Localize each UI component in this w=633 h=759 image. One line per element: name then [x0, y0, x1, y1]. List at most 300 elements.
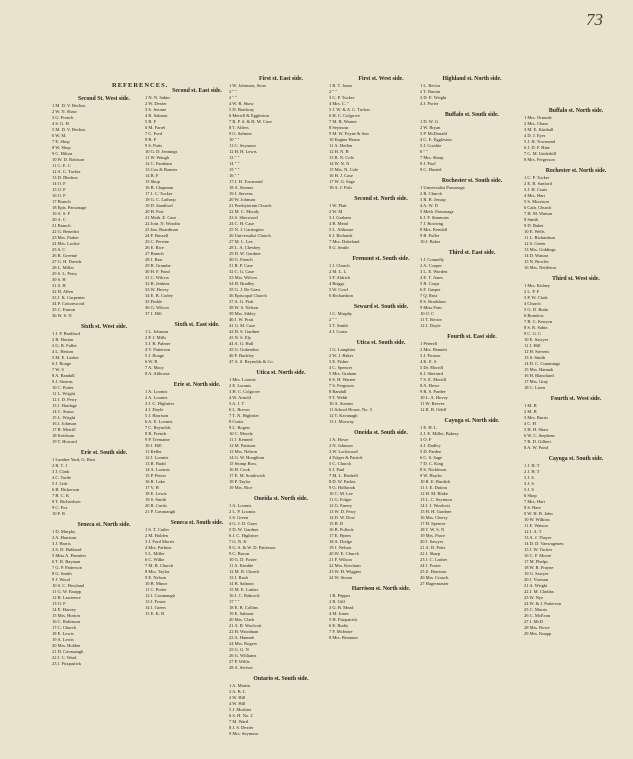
street-section — [329, 304, 433, 335]
reference-entry: 2 " " — [229, 89, 238, 94]
reference-entry: 5 J. H. Townsend — [524, 139, 556, 144]
reference-entry: 22 M. C. Moody — [229, 209, 260, 214]
reference-entry: 6 L. Brown — [229, 407, 250, 412]
reference-entry: 2 R. Church — [420, 191, 442, 196]
reference-entry: 10 G. D. Jennings — [145, 149, 178, 154]
reference-entry: 11 A. Hoffen — [329, 143, 353, 148]
reference-entry: 23 Mrs. Parker — [52, 235, 79, 240]
reference-entry: 16 " " — [229, 173, 240, 178]
reference-entry: 14 J. J. Woolcott — [420, 503, 450, 508]
reference-entry: 8 T. Alders — [229, 125, 249, 130]
reference-entry: 7 Mrs. Dokeland — [329, 239, 360, 244]
reference-entry: 1 Mrs. Ormode — [524, 115, 552, 120]
reference-entry: 9 D. Baker — [524, 223, 544, 228]
reference-entry: 15 J. W. Tucker — [524, 547, 553, 552]
reference-entry: 8 G. Smith — [52, 571, 72, 576]
street-column — [524, 108, 628, 642]
reference-entry: 4 M. Jones — [329, 611, 349, 616]
reference-entry: 13 D. Bledsoe — [52, 175, 78, 180]
reference-entry: 4 J. Curtis — [329, 329, 348, 334]
reference-entry: 8 A. Randall — [52, 373, 75, 378]
reference-entry: 3 O. F — [420, 437, 432, 442]
reference-entry: 2 J. H. T — [524, 469, 540, 474]
reference-entry: 8 S. Hare — [524, 505, 541, 510]
reference-entry: 10 B. Minor — [145, 581, 168, 586]
reference-entry: 21 Presbyterian Church — [229, 203, 272, 208]
reference-entry: 10 S. C. Howland — [52, 583, 85, 588]
reference-entry: 2 A. B. L — [229, 689, 246, 694]
reference-entry: 14 D. D. Vanwagenen — [524, 541, 564, 546]
reference-entry: 5 S. Morrison — [524, 199, 549, 204]
reference-entry: 5 Dr. Morrill — [420, 365, 444, 370]
reference-entry: 6 Shop — [524, 493, 537, 498]
reference-entry: 6 J. C. Highriter — [229, 533, 259, 538]
reference-entry: 6 A. E. Loomis — [145, 419, 173, 424]
reference-entry: 11 G. W. Knapp — [52, 589, 81, 594]
reference-entry: 2 Mrs. Bennett — [420, 347, 447, 352]
reference-entry: 30 S. H — [52, 277, 66, 282]
reference-entry: 35 C. Easton — [52, 307, 76, 312]
reference-entry: 18 C. Lawn — [524, 385, 546, 390]
reference-entry: 11 C. Seymour — [229, 143, 256, 148]
reference-entry: 11 A. Kimble — [229, 563, 254, 568]
reference-entry: 20 H. Port — [145, 209, 164, 214]
reference-entry: 20 A. C — [52, 217, 66, 222]
reference-entry: 9 C. Bacon — [229, 551, 250, 556]
reference-entry: 11 J. Kenned — [229, 437, 253, 442]
reference-entry: 2 A. Harrison — [52, 535, 77, 540]
reference-entry: 36 Episcopal Church — [229, 293, 267, 298]
reference-entry: 8 Seymour — [329, 125, 349, 130]
reference-entry: 2 R. T. J — [52, 463, 67, 468]
reference-entry: 21 A. R. Woolcott — [229, 623, 262, 628]
reference-entry: 13 Mrs. Nelson — [229, 449, 257, 454]
reference-entry: 5 B. F — [145, 119, 157, 124]
reference-entry: 1 M. B — [524, 403, 537, 408]
reference-entry: 8 Mrs. Fergerson — [524, 157, 555, 162]
street-section-title: Highland st. North side. — [442, 76, 502, 82]
reference-entry: 4 Mrs. C. " — [329, 101, 349, 106]
reference-entry: 14 A. Loomis — [145, 467, 170, 472]
street-column — [229, 76, 333, 742]
reference-entry: 12 R. B. Odell — [420, 407, 447, 412]
reference-entry: 17 E. M. Southwick — [229, 473, 266, 478]
reference-entry: 31 R. P. Case — [229, 263, 253, 268]
street-column — [420, 76, 524, 592]
reference-entry: 4 S. D. Hubbard — [52, 547, 82, 552]
reference-entry: 8 Mrs. Briamon — [329, 635, 358, 640]
reference-entry: 28 Mrs. Rowe — [524, 625, 550, 630]
reference-entry: 16 J. Johnson — [52, 421, 77, 426]
reference-entry: 5 L. Althouse — [329, 227, 354, 232]
reference-entry: 20 W. Johnson — [229, 197, 256, 202]
reference-entry: 7 M. B. Church — [145, 563, 174, 568]
reference-entry: 2 L. P. Loomis — [229, 509, 256, 514]
reference-entry: 5 J. Lish — [52, 481, 68, 486]
reference-entry: 42 H. S. Gardner — [229, 329, 260, 334]
reference-entry: 6 " " — [420, 149, 429, 154]
reference-entry: 19 G. Sawyer — [524, 571, 549, 576]
reference-entry: 1 D. Murphy — [52, 529, 76, 534]
reference-entry: 12 S. Green — [524, 241, 546, 246]
reference-entry: 23 A. Hannah — [229, 635, 254, 640]
reference-entry: 19 A. Lewis — [52, 637, 74, 642]
reference-entry: 4 Mrs. Hart — [524, 193, 545, 198]
reference-entry: 11 W. Reeves — [420, 401, 445, 406]
reference-entry: 3 J. Prosser — [420, 353, 441, 358]
reference-entry: 18 E. Lewis — [145, 491, 167, 496]
street-section-title: Rochester st. North side. — [545, 168, 607, 174]
reference-entry: 30 H. F. Pond — [145, 269, 170, 274]
street-section-title: Second st. North side. — [354, 196, 408, 202]
reference-entry: 3 Mrs. Burris — [524, 415, 549, 420]
reference-entry: 15 L. Wright — [52, 415, 76, 420]
reference-entry: 33 W. Hovey — [145, 287, 169, 292]
reference-entry: 19 Mrs. Parce — [420, 533, 446, 538]
reference-entry: 3 G. B. Mead — [329, 605, 354, 610]
reference-entry: 12 M. Pattison — [229, 443, 256, 448]
reference-entry: 1 J. Connolly — [420, 257, 445, 262]
reference-entry: 10 C. Potter — [52, 385, 74, 390]
reference-entry: 22 H. Woodman — [229, 629, 259, 634]
reference-entry: 7 S. Ferguson — [329, 383, 354, 388]
reference-entry: 3 F. Aldrich — [329, 275, 351, 280]
reference-entry: 11 W. Waugh — [145, 155, 170, 160]
street-section-title: Fourth st. East side. — [447, 334, 497, 340]
reference-entry: 12 A. C. Tucker — [52, 169, 81, 174]
reference-entry: 7 H. M. Watson — [524, 211, 553, 216]
reference-entry: 13 A. J. Thayer — [524, 535, 552, 540]
street-section — [329, 256, 433, 299]
street-section — [329, 196, 433, 251]
reference-entry: 11 G. Folger — [329, 497, 352, 502]
reference-entry: 4 Church — [524, 301, 541, 306]
reference-entry: 29 D. W. Gardner — [229, 251, 261, 256]
reference-entry: 1 A. Howe — [329, 437, 349, 442]
reference-entry: 17 " " — [229, 599, 240, 604]
reference-entry: 15 M. E. Lasher — [229, 587, 259, 592]
reference-entry: 27 M. L. Lee — [229, 239, 253, 244]
reference-entry: 10 O. C — [420, 311, 435, 316]
page-number: 73 — [586, 10, 603, 29]
reference-entry: 9 G. Holbrook — [329, 485, 356, 490]
reference-entry: 24 Mrs. Locker — [52, 241, 80, 246]
reference-entry: 3 J. C. Highriter — [145, 401, 175, 406]
reference-entry: 6 S. H. Warner — [329, 377, 356, 382]
reference-entry: 1 J. H. T — [524, 463, 540, 468]
reference-entry: 3 J. Graham — [329, 215, 351, 220]
reference-entry: 1 A. Loomis — [229, 503, 252, 508]
reference-entry: 6 J. Sherrard — [420, 371, 443, 376]
street-section — [52, 450, 156, 517]
reference-entry: 25 N. J. Carrington — [229, 227, 264, 232]
reference-entry: 6 Merrill & Eggleston — [229, 113, 269, 118]
reference-entry: 17 J. C. Tucker — [145, 191, 173, 196]
reference-entry: 5 H. Fitzpatrick — [329, 617, 358, 622]
reference-entry: 25 C. Morris — [524, 607, 548, 612]
reference-entry: 11 School House, No. 3 — [329, 407, 372, 412]
reference-entry: 20 Mrs. Holden — [52, 643, 81, 648]
reference-entry: 1 N. N. Sabin — [145, 95, 170, 100]
reference-entry: 3 J. H. Coats — [524, 187, 548, 192]
reference-entry: 26 G. Williams — [229, 653, 257, 658]
street-section-title: First st. East side. — [259, 76, 303, 82]
reference-entry: 36 G. Wilcox — [145, 305, 170, 310]
reference-entry: 1 Mrs. Kidney — [524, 283, 551, 288]
street-section — [524, 396, 628, 451]
street-section — [329, 430, 433, 581]
reference-entry: 13 S. Smith — [524, 355, 546, 360]
reference-entry: 33 Mrs. Wilcox — [229, 275, 258, 280]
reference-entry: 6 C. Wilke — [145, 557, 165, 562]
reference-entry: 39 Mrs. Sibley — [229, 311, 256, 316]
reference-entry: 14 D. W. Dow — [329, 515, 355, 520]
reference-entry: 19 D. Sandford — [145, 203, 173, 208]
reference-entry: 10 C. M. Lee — [329, 491, 353, 496]
reference-entry: 20 J. Vroman — [524, 577, 549, 582]
reference-entry: 5 M. E. Lasher — [52, 355, 79, 360]
reference-entry: 13 O. F — [52, 601, 66, 606]
reference-entry: 26 Mrs. Crouch — [420, 575, 449, 580]
reference-entry: 1 Mrs. Loomis — [229, 377, 256, 382]
reference-entry: 17 J. H. Townsend — [229, 179, 263, 184]
reference-entry: 2 E. R. Sanford — [524, 181, 552, 186]
reference-entry: 41 G. M. Case — [229, 323, 256, 328]
street-section — [420, 112, 524, 173]
reference-entry: 15 H. H. Gardner — [420, 509, 452, 514]
reference-entry: 9 M. W. Foyne & Son — [329, 131, 369, 136]
reference-entry: 9 Mrs. Seymour — [229, 731, 259, 736]
reference-entry: 2 R. Giff — [329, 599, 346, 604]
reference-entry: 20 Mrs. Clark — [229, 617, 255, 622]
reference-entry: 10 F. R — [52, 511, 66, 516]
reference-entry: 1 J. Church — [329, 263, 350, 268]
reference-entry: 23 W. Nye — [524, 595, 544, 600]
reference-entry: 10 C. Moody — [229, 431, 253, 436]
reference-entry: 3 J. B. Palmer — [145, 341, 171, 346]
reference-entry: 7 T. N. Highriter — [229, 413, 259, 418]
reference-entry: 4 K. E. S — [420, 359, 437, 364]
reference-entry: 6 T. R. Bayman — [52, 559, 81, 564]
street-section-title: Sixth st. West side. — [80, 324, 128, 330]
reference-entry: 8 T. Richardson — [52, 499, 81, 504]
reference-entry: 3 L. E. Worden — [420, 269, 448, 274]
reference-entry: 4 S. G. H — [52, 121, 69, 126]
street-section — [524, 456, 628, 637]
reference-entry: 7 G. N. K — [229, 539, 247, 544]
reference-entry: 21 F. Wilson — [329, 557, 352, 562]
reference-entry: 16 J. C. Babcock — [229, 593, 260, 598]
reference-entry: 2 A. Loomis — [145, 395, 168, 400]
reference-entry: 7 C. Ford — [145, 131, 163, 136]
reference-entry: 25 Z. Harrison — [420, 569, 447, 574]
reference-entry: 8 S. Bradshaw — [420, 299, 447, 304]
reference-entry: 12 G. Emery — [329, 503, 353, 508]
reference-entry: 24 Mrs. Rogers — [229, 641, 257, 646]
reference-entry: 22 J. C. Ward — [52, 655, 77, 660]
reference-entry: 6 J. Paul — [329, 467, 345, 472]
reference-entry: 2 M. Holden — [145, 533, 168, 538]
reference-entry: 1 Lumber Yard, G. Rust — [52, 457, 96, 462]
street-section-title: Seneca st. South side. — [170, 520, 224, 526]
reference-entry: 15 Stump Bros. — [229, 461, 258, 466]
reference-entry: 1 W. Johnston, Store — [229, 83, 267, 88]
reference-entry: 13 L. C. Seymour — [420, 497, 453, 502]
reference-entry: 1 Peterell — [420, 341, 438, 346]
reference-entry: 43 N. S. Ely — [229, 335, 252, 340]
reference-entry: 2 L. P. F — [524, 289, 540, 294]
reference-entry: 1 B. Pepper — [329, 593, 351, 598]
reference-entry: 3 J. Clark — [52, 469, 70, 474]
reference-entry: 12 H. Stevens — [524, 349, 550, 354]
street-section — [524, 108, 628, 163]
reference-entry: 1 A. Loomis — [145, 389, 168, 394]
reference-entry: 26 E. Rice — [145, 245, 164, 250]
reference-entry: 9 E. Nelson — [145, 575, 167, 580]
reference-entry: 7 R. P. S. & H. M. Case — [229, 119, 272, 124]
street-section — [524, 276, 628, 391]
reference-entry: 6 W. C. Stephens — [524, 433, 555, 438]
reference-entry: 17 V. H — [145, 485, 159, 490]
reference-entry: 26 R. Greenie — [52, 253, 78, 258]
reference-entry: 8 J. S. Dexter — [229, 725, 254, 730]
reference-entry: 32 C. G. Case — [229, 269, 255, 274]
reference-entry: 3 P. W. Clark — [524, 295, 548, 300]
reference-entry: 13 W. D. Perry — [329, 509, 356, 514]
reference-entry: 28 L. A. Cheshey — [229, 245, 261, 250]
reference-entry: 9 P. Tremaine — [145, 437, 170, 442]
reference-entry: 10 G. D. Foster — [229, 557, 257, 562]
reference-entry: 10 A. Stearns — [329, 401, 354, 406]
street-section — [229, 676, 333, 737]
street-section-title: Buffalo st. South side. — [445, 112, 499, 118]
reference-entry: 12 H. N. B — [329, 149, 349, 154]
street-section-title: Cayuga st. North side. — [444, 418, 500, 424]
reference-entry: 21 A. D. Potts — [420, 545, 446, 550]
reference-entry: 40 J. W. Pratt — [229, 317, 254, 322]
reference-entry: 17 M. Phelps — [524, 559, 548, 564]
street-section — [329, 586, 433, 641]
reference-entry: 35 Finkle — [145, 299, 163, 304]
reference-entry: 23 Jno. Boardman — [145, 227, 178, 232]
reference-entry: 32 H. Allen — [52, 289, 73, 294]
reference-entry: 6 J. D. F. Hine — [524, 145, 551, 150]
reference-entry: 7 F. McIntire — [329, 629, 353, 634]
reference-entry: 18 W. R. Frayne — [524, 565, 554, 570]
reference-entry: 5 G. D. Buda — [524, 307, 548, 312]
street-section-title: Third st. East side. — [448, 250, 496, 256]
reference-entry: 4 Mrs. Parkins — [145, 545, 172, 550]
reference-entry: 15 E. K. B — [145, 611, 165, 616]
reference-entry: 15 Mrs. Horton — [52, 613, 80, 618]
reference-entry: 4 A. W. D — [420, 203, 438, 208]
reference-entry: 5 C. Church — [329, 461, 351, 466]
reference-entry: 11 L. Richardson — [524, 235, 555, 240]
street-section-title: Oneida st. North side. — [254, 496, 308, 502]
reference-entry: 16 B. Pollock — [329, 527, 354, 532]
reference-entry: 3 W. Lockwood — [329, 449, 358, 454]
reference-entry: 23 J. Fitzpatrick — [52, 661, 82, 666]
reference-entry: 24 W. Sisson — [329, 575, 353, 580]
reference-entry: 23 J. C. Lasher — [420, 557, 448, 562]
reference-entry: 17 C. Church — [52, 625, 77, 630]
reference-entry: 33 J. K. Carpenter — [52, 295, 85, 300]
reference-entry: 18 E. Lewis — [52, 631, 74, 636]
reference-entry: 13 J. Hardage — [52, 403, 77, 408]
reference-entry: 20 J. Sawyer — [420, 539, 444, 544]
reference-entry: 24 J. Foster — [420, 563, 441, 568]
reference-entry: 38 W. S. Nelson — [229, 305, 259, 310]
reference-entry: 11 J. E. Dutton — [420, 485, 447, 490]
reference-entry: 5 L. Miller — [145, 551, 165, 556]
reference-entry: 5 H. H. Shaw — [524, 427, 549, 432]
street-section — [420, 250, 524, 329]
street-column — [52, 96, 156, 672]
reference-entry: 2 N. Johnson — [329, 443, 353, 448]
reference-entry: 9 G. Salmon — [229, 131, 252, 136]
street-section-title: Seward st. South side. — [353, 304, 409, 310]
reference-entry: 3 J. Ford Morris — [145, 539, 175, 544]
reference-entry: 9 J. Stearns — [52, 379, 73, 384]
reference-entry: 4 R. Salmon — [145, 113, 168, 118]
reference-entry: 13 R. Budd — [145, 461, 166, 466]
reference-entry: 1 L. Rector — [420, 83, 441, 88]
reference-entry: 5 J. Bouge — [145, 353, 165, 358]
reference-entry: 15 Shop — [145, 179, 160, 184]
reference-entry: 3 W. Hill — [229, 695, 246, 700]
reference-entry: 9 W. H. B. John — [524, 511, 553, 516]
reference-entry: 27 J. McD — [524, 619, 543, 624]
reference-entry: 4 C. H — [524, 421, 536, 426]
street-section-title: Buffalo st. North side. — [548, 108, 604, 114]
reference-entry: 8 G. S. & W. D. Patterson — [229, 545, 276, 550]
reference-entry: 9 C. Husted — [420, 167, 442, 172]
reference-entry: 14 B. F — [145, 173, 159, 178]
reference-entry: 1 G. Lamphier — [329, 347, 356, 352]
reference-entry: 7 E. Shop — [52, 139, 70, 144]
reference-entry: 34 P. Cottonwood — [52, 301, 85, 306]
reference-entry: 9 C. Hilton — [52, 151, 73, 156]
reference-entry: 11 C. E. C — [52, 163, 71, 168]
reference-entry: 3 G. R. Fuller — [52, 343, 77, 348]
reference-entry: 22 J. M. Chubbs — [524, 589, 554, 594]
reference-entry: 12 J. Doyle — [420, 323, 441, 328]
reference-entry: 14 B. Salmon — [229, 581, 254, 586]
reference-entry: 25 G. G. N — [229, 647, 249, 652]
reference-entry: 18 E. B. Collins — [229, 605, 258, 610]
reference-entry: 1 C. P. Tucker — [524, 175, 550, 180]
reference-entry: 3 T. Smith — [329, 323, 348, 328]
reference-entry: 7 M. L. Birdsell — [329, 473, 358, 478]
street-section — [229, 496, 333, 671]
street-section-title: Second St. West side. — [78, 96, 130, 102]
reference-entry: 20 R. Curtis — [145, 503, 167, 508]
references-heading: REFERENCES. — [112, 82, 169, 89]
reference-entry: 13 " " — [229, 155, 240, 160]
reference-entry: 24 F. Russell — [145, 233, 169, 238]
reference-entry: 27 P. Willis — [229, 659, 250, 664]
reference-entry: 32 B. Jenkins — [145, 281, 170, 286]
street-section-title: Rochester st. South side. — [441, 178, 503, 184]
reference-entry: 13 J. Foster — [145, 599, 166, 604]
reference-entry: 19 Mrs. Rice — [229, 485, 253, 490]
reference-entry: 4 C. Spencer — [329, 365, 353, 370]
reference-entry: 22 G. Benedict — [52, 229, 80, 234]
reference-entry: 2 " " — [329, 89, 338, 94]
reference-entry: 13 J. Rush — [229, 575, 248, 580]
reference-entry: 5 M. D. V. Beckus — [52, 127, 86, 132]
reference-entry: 4 L. Heston — [52, 349, 74, 354]
